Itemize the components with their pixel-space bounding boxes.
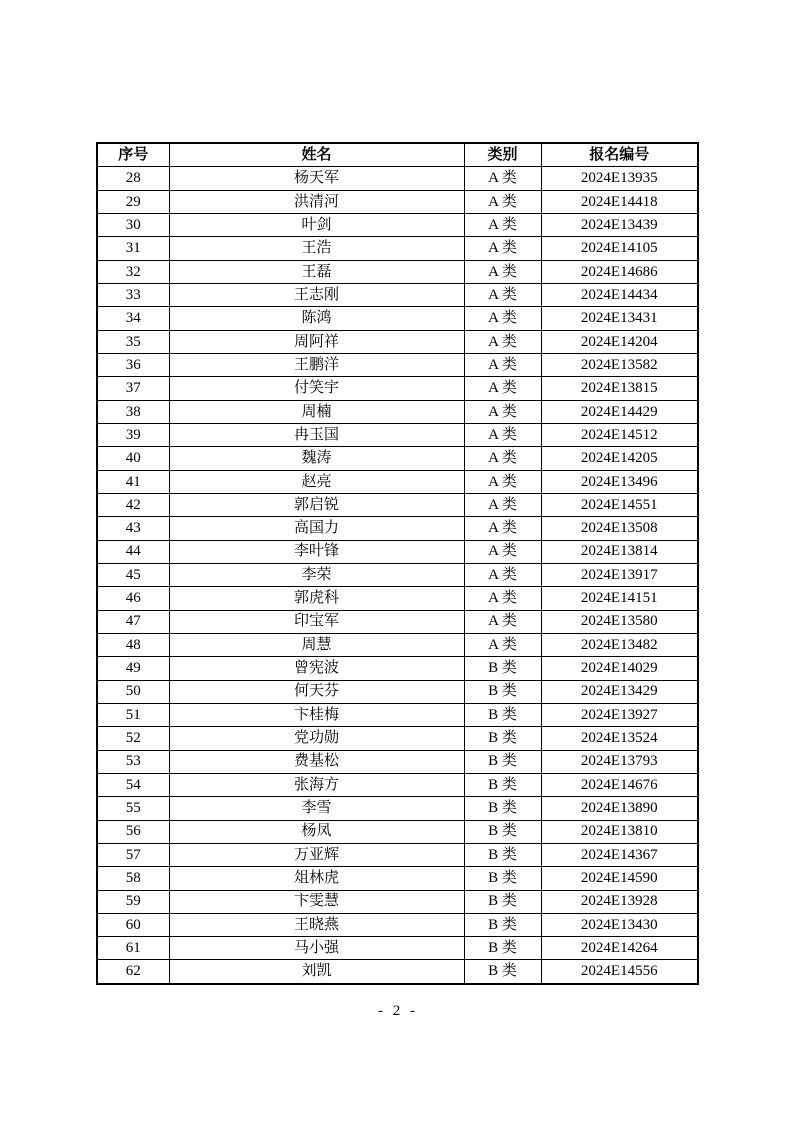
category-cell: B 类 (464, 657, 541, 680)
column-header-index: 序号 (97, 143, 169, 167)
registration-number-cell: 2024E13429 (541, 680, 698, 703)
registration-number-cell: 2024E13439 (541, 213, 698, 236)
category-cell: A 类 (464, 190, 541, 213)
name-cell: 李荣 (169, 563, 464, 586)
name-cell: 张海方 (169, 773, 464, 796)
row-index-cell: 50 (97, 680, 169, 703)
column-header-name: 姓名 (169, 143, 464, 167)
table-row (97, 283, 698, 306)
table-row (97, 727, 698, 750)
table-row (97, 260, 698, 283)
name-cell: 刘凯 (169, 960, 464, 984)
name-cell: 李雪 (169, 797, 464, 820)
registration-number-cell: 2024E14676 (541, 773, 698, 796)
row-index-cell: 39 (97, 423, 169, 446)
name-cell: 周楠 (169, 400, 464, 423)
registration-number-cell: 2024E13582 (541, 353, 698, 376)
table-row (97, 237, 698, 260)
category-cell: A 类 (464, 423, 541, 446)
name-cell: 党功勋 (169, 727, 464, 750)
registration-number-cell: 2024E13927 (541, 703, 698, 726)
registration-number-cell: 2024E13793 (541, 750, 698, 773)
category-cell: B 类 (464, 750, 541, 773)
table-row (97, 633, 698, 656)
row-index-cell: 31 (97, 237, 169, 260)
table-row (97, 540, 698, 563)
row-index-cell: 43 (97, 517, 169, 540)
registration-number-cell: 2024E14434 (541, 283, 698, 306)
row-index-cell: 60 (97, 913, 169, 936)
category-cell: B 类 (464, 680, 541, 703)
table-row (97, 867, 698, 890)
registration-number-cell: 2024E13810 (541, 820, 698, 843)
registration-number-cell: 2024E14105 (541, 237, 698, 260)
column-header-registration-number: 报名编号 (541, 143, 698, 167)
table-row (97, 750, 698, 773)
registration-number-cell: 2024E14418 (541, 190, 698, 213)
category-cell: A 类 (464, 237, 541, 260)
page-number: - 2 - (378, 1003, 415, 1019)
registration-number-cell: 2024E14551 (541, 493, 698, 516)
category-cell: B 类 (464, 937, 541, 960)
registration-number-cell: 2024E14512 (541, 423, 698, 446)
name-cell: 洪清河 (169, 190, 464, 213)
name-cell: 杨天军 (169, 167, 464, 190)
name-cell: 王志刚 (169, 283, 464, 306)
row-index-cell: 30 (97, 213, 169, 236)
registration-number-cell: 2024E13814 (541, 540, 698, 563)
row-index-cell: 52 (97, 727, 169, 750)
registration-number-cell: 2024E14264 (541, 937, 698, 960)
row-index-cell: 48 (97, 633, 169, 656)
table-row (97, 470, 698, 493)
registration-number-cell: 2024E13496 (541, 470, 698, 493)
registration-number-cell: 2024E14205 (541, 447, 698, 470)
category-cell: B 类 (464, 773, 541, 796)
table-row (97, 913, 698, 936)
table-row (97, 213, 698, 236)
registration-number-cell: 2024E14367 (541, 843, 698, 866)
category-cell: B 类 (464, 960, 541, 984)
row-index-cell: 53 (97, 750, 169, 773)
category-cell: A 类 (464, 377, 541, 400)
registration-number-cell: 2024E13935 (541, 167, 698, 190)
category-cell: B 类 (464, 867, 541, 890)
category-cell: B 类 (464, 797, 541, 820)
category-cell: B 类 (464, 727, 541, 750)
table-row (97, 517, 698, 540)
name-cell: 陈鸿 (169, 307, 464, 330)
category-cell: A 类 (464, 213, 541, 236)
registration-number-cell: 2024E13928 (541, 890, 698, 913)
row-index-cell: 34 (97, 307, 169, 330)
name-cell: 冉玉国 (169, 423, 464, 446)
category-cell: B 类 (464, 703, 541, 726)
name-cell: 卞雯慧 (169, 890, 464, 913)
table-row (97, 190, 698, 213)
category-cell: A 类 (464, 587, 541, 610)
row-index-cell: 33 (97, 283, 169, 306)
row-index-cell: 56 (97, 820, 169, 843)
name-cell: 王磊 (169, 260, 464, 283)
registration-number-cell: 2024E14590 (541, 867, 698, 890)
name-cell: 杨凤 (169, 820, 464, 843)
name-cell: 王鹏洋 (169, 353, 464, 376)
table-row (97, 890, 698, 913)
table-row (97, 820, 698, 843)
registration-number-cell: 2024E13524 (541, 727, 698, 750)
category-cell: A 类 (464, 167, 541, 190)
name-cell: 王晓燕 (169, 913, 464, 936)
category-cell: B 类 (464, 843, 541, 866)
registration-number-cell: 2024E14686 (541, 260, 698, 283)
name-cell: 何天芬 (169, 680, 464, 703)
name-cell: 费基松 (169, 750, 464, 773)
row-index-cell: 57 (97, 843, 169, 866)
row-index-cell: 55 (97, 797, 169, 820)
name-cell: 郭虎科 (169, 587, 464, 610)
category-cell: A 类 (464, 540, 541, 563)
name-cell: 魏涛 (169, 447, 464, 470)
registration-number-cell: 2024E14556 (541, 960, 698, 984)
registration-number-cell: 2024E13430 (541, 913, 698, 936)
table-row (97, 447, 698, 470)
table-row (97, 797, 698, 820)
table-row (97, 773, 698, 796)
row-index-cell: 61 (97, 937, 169, 960)
name-cell: 郭启锐 (169, 493, 464, 516)
table-row (97, 353, 698, 376)
table-row (97, 937, 698, 960)
name-cell: 叶剑 (169, 213, 464, 236)
row-index-cell: 38 (97, 400, 169, 423)
row-index-cell: 49 (97, 657, 169, 680)
table-row (97, 610, 698, 633)
category-cell: A 类 (464, 260, 541, 283)
name-cell: 万亚辉 (169, 843, 464, 866)
row-index-cell: 59 (97, 890, 169, 913)
name-cell: 俎林虎 (169, 867, 464, 890)
name-cell: 高国力 (169, 517, 464, 540)
category-cell: A 类 (464, 330, 541, 353)
registration-number-cell: 2024E13508 (541, 517, 698, 540)
row-index-cell: 28 (97, 167, 169, 190)
category-cell: A 类 (464, 470, 541, 493)
table-row (97, 330, 698, 353)
table-row (97, 960, 698, 984)
table-row (97, 587, 698, 610)
row-index-cell: 35 (97, 330, 169, 353)
table-row (97, 680, 698, 703)
table-row (97, 563, 698, 586)
roster-table (96, 142, 699, 985)
category-cell: B 类 (464, 913, 541, 936)
registration-number-cell: 2024E13580 (541, 610, 698, 633)
name-cell: 周阿祥 (169, 330, 464, 353)
registration-number-cell: 2024E14429 (541, 400, 698, 423)
registration-number-cell: 2024E13431 (541, 307, 698, 330)
category-cell: A 类 (464, 610, 541, 633)
row-index-cell: 54 (97, 773, 169, 796)
name-cell: 王浩 (169, 237, 464, 260)
registration-number-cell: 2024E13890 (541, 797, 698, 820)
name-cell: 卞桂梅 (169, 703, 464, 726)
category-cell: A 类 (464, 517, 541, 540)
table-row (97, 843, 698, 866)
table-row (97, 167, 698, 190)
name-cell: 马小强 (169, 937, 464, 960)
category-cell: A 类 (464, 353, 541, 376)
registration-number-cell: 2024E14204 (541, 330, 698, 353)
category-cell: A 类 (464, 447, 541, 470)
registration-number-cell: 2024E13482 (541, 633, 698, 656)
table-row (97, 703, 698, 726)
row-index-cell: 29 (97, 190, 169, 213)
row-index-cell: 58 (97, 867, 169, 890)
row-index-cell: 32 (97, 260, 169, 283)
table-row (97, 657, 698, 680)
registration-number-cell: 2024E14029 (541, 657, 698, 680)
row-index-cell: 47 (97, 610, 169, 633)
table-row (97, 400, 698, 423)
column-header-category: 类别 (464, 143, 541, 167)
row-index-cell: 62 (97, 960, 169, 984)
category-cell: A 类 (464, 400, 541, 423)
registration-number-cell: 2024E13815 (541, 377, 698, 400)
table-header-row (97, 143, 698, 167)
category-cell: B 类 (464, 820, 541, 843)
name-cell: 曾宪波 (169, 657, 464, 680)
category-cell: A 类 (464, 493, 541, 516)
row-index-cell: 37 (97, 377, 169, 400)
name-cell: 李叶锋 (169, 540, 464, 563)
category-cell: B 类 (464, 890, 541, 913)
category-cell: A 类 (464, 633, 541, 656)
table-row (97, 377, 698, 400)
row-index-cell: 44 (97, 540, 169, 563)
row-index-cell: 51 (97, 703, 169, 726)
registration-number-cell: 2024E13917 (541, 563, 698, 586)
row-index-cell: 45 (97, 563, 169, 586)
table-row (97, 493, 698, 516)
row-index-cell: 40 (97, 447, 169, 470)
registration-number-cell: 2024E14151 (541, 587, 698, 610)
row-index-cell: 42 (97, 493, 169, 516)
row-index-cell: 46 (97, 587, 169, 610)
row-index-cell: 36 (97, 353, 169, 376)
category-cell: A 类 (464, 283, 541, 306)
name-cell: 印宝军 (169, 610, 464, 633)
category-cell: A 类 (464, 307, 541, 330)
table-row (97, 307, 698, 330)
table-row (97, 423, 698, 446)
name-cell: 赵亮 (169, 470, 464, 493)
name-cell: 付笑宇 (169, 377, 464, 400)
name-cell: 周慧 (169, 633, 464, 656)
row-index-cell: 41 (97, 470, 169, 493)
category-cell: A 类 (464, 563, 541, 586)
